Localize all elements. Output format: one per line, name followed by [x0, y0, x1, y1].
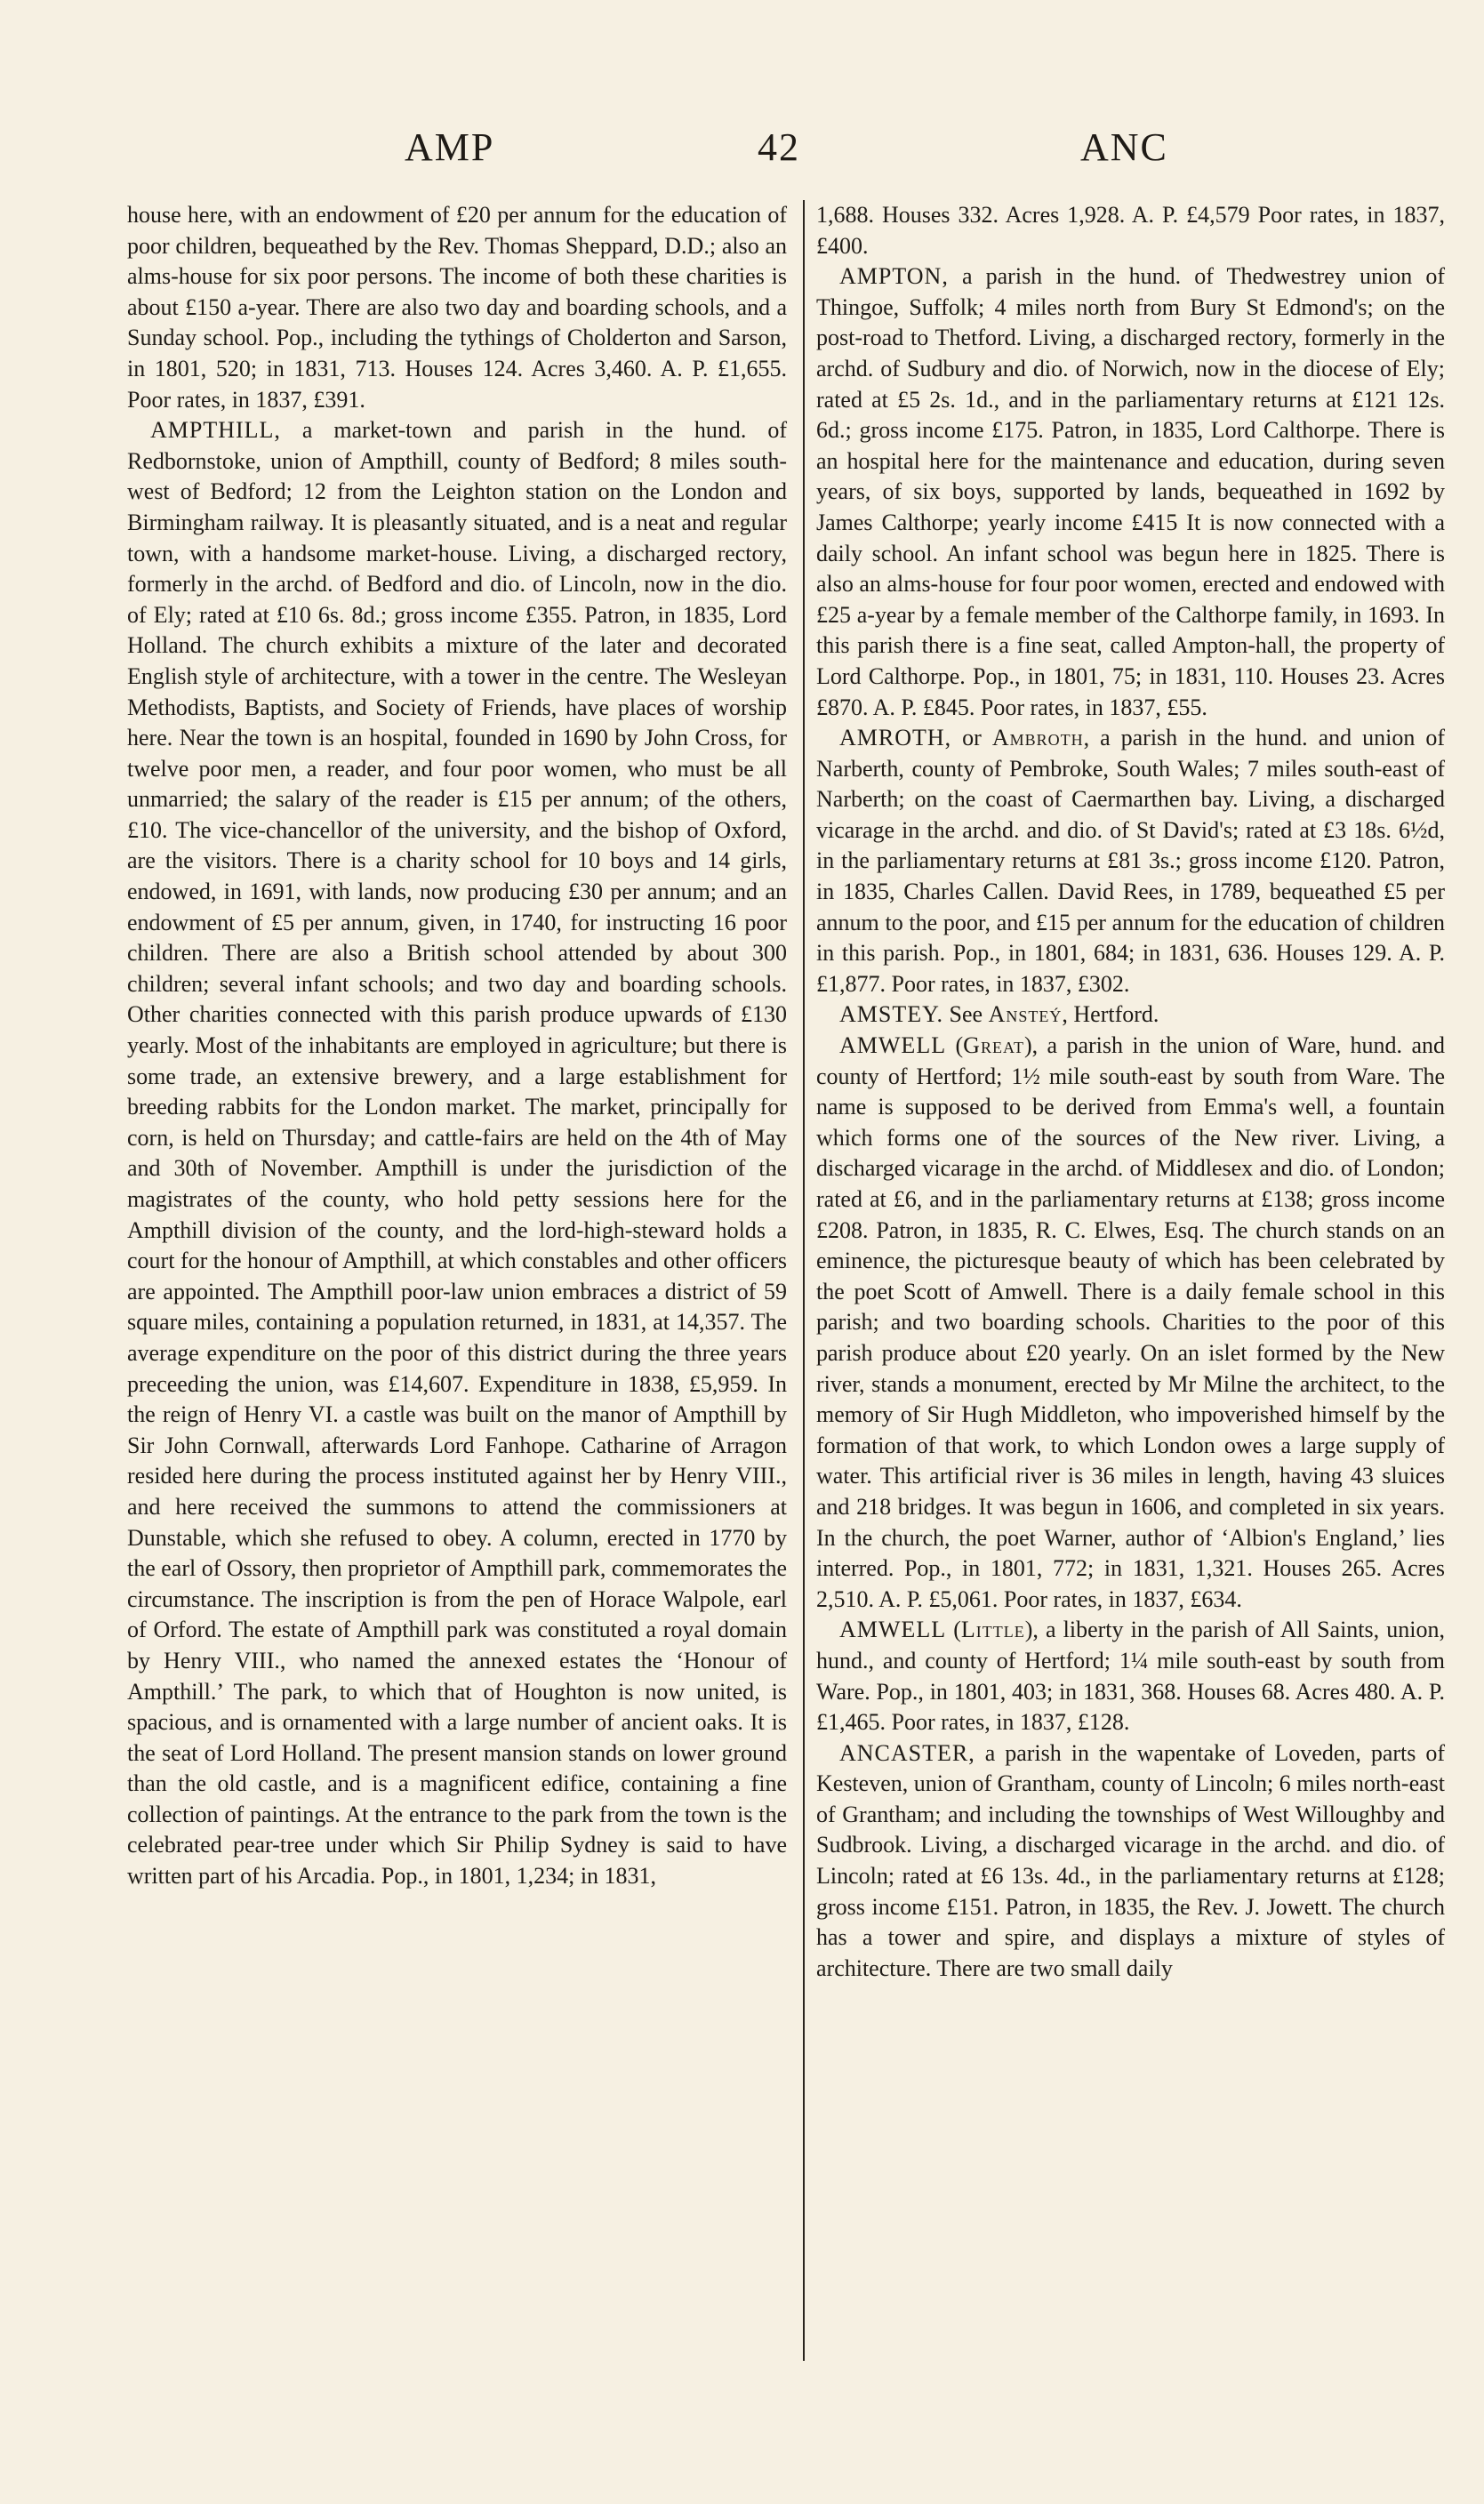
entry-amwell-little: AMWELL (Little), a liberty in the parish of All Saints, union, hund., and county of Hertford; 1¼ mile south-east by south from Ware. Pop., in 1801, 403; in 1831, 368. Houses 68. Acres 480. A. P. £1,465. Poor rates, in 1837, £128. [816, 1617, 1445, 1736]
alternate-headword: Ambroth [991, 725, 1084, 751]
headword: AMSTEY. [839, 1001, 944, 1028]
column-divider [803, 200, 805, 2361]
running-header [0, 124, 1484, 178]
entry-text: a parish in the hund. and union of Narberth, county of Pembroke, South Wales; 7 miles south-east of Narberth; on the coast of Caermarthen bay. Living, a discharged vicarage in the archd. and dio. of St David's; rated at £3 18s. 6½d, in the parliamentary returns at £81 3s.; gross income £120. Patron, in 1835, Charles Callen. David Rees, in 1789, bequeathed £5 per annum to the poor, and £15 per annum for the education of children in this parish. Pop., in 1801, 684; in 1831, 636. Houses 129. A. P. £1,877. Poor rates, in 1837, £302. [816, 725, 1445, 997]
entry-amroth: AMROTH, or Ambroth, a parish in the hund. and union of Narberth, county of Pembroke, South Wales; 7 miles south-east of Narberth; on the coast of Caermarthen bay. Living, a discharged vicarage in the archd. and dio. of St David's; rated at £3 18s. 6½d, in the parliamentary returns at £81 3s.; gross income £120. Patron, in 1835, Charles Callen. David Rees, in 1789, bequeathed £5 per annum to the poor, and £15 per annum for the education of children in this parish. Pop., in 1801, 684; in 1831, 636. Houses 129. A. P. £1,877. Poor rates, in 1837, £302. [816, 725, 1445, 997]
headword: AMPTHILL, [150, 417, 281, 444]
entry-amwell-great: AMWELL (Great), a parish in the union of Ware, hund. and county of Hertford; 1½ mile south-east by south from Ware. The name is supposed to be derived from Emma's well, a fountain which forms one of the sources of the New river. Living, a discharged vicarage in the archd. of Middlesex and dio. of London; rated at £6, and in the parliamentary returns at £138; gross income £208. Patron, in 1835, R. C. Elwes, Esq. The church stands on an eminence, the picturesque beauty of which has been celebrated by the poet Scott of Amwell. There is a daily female school in this parish; and two boarding schools. Charities to the poor of this parish produce about £20 yearly. On an islet formed by the New river, stands a monument, erected by Mr Milne the architect, to the memory of Sir Hugh Middleton, who impoverished himself by the formation of that work, to which London owes a large supply of water. This artificial river is 36 miles in length, having 43 sluices and 218 bridges. It was begun in 1606, and completed in six years. In the church, the poet Warner, author of ‘Albion's England,’ lies interred. Pop., in 1801, 772; in 1831, 1,321. Houses 265. Acres 2,510. A. P. £5,061. Poor rates, in 1837, £634. [816, 1032, 1445, 1612]
headword-qualifier: Great [963, 1032, 1024, 1059]
entry-ampthill [127, 415, 787, 1892]
headword: AMPTON, [839, 263, 949, 290]
entry-ampton [816, 261, 1445, 723]
header-first-headword: AMP [405, 125, 495, 169]
entry-text: a parish in the wapentake of Loveden, parts of Kesteven, union of Grantham, county of Lincoln; 6 miles north-east of Grantham; and including the townships of West Willoughby and Sudbrook. Living, a discharged vicarage in the archd. and dio. of Lincoln; rated at £6 13s. 4d., in the parliamentary returns at £128; gross income £151. Patron, in 1835, the Rev. J. Jowett. The church has a tower and spire, and displays a mixture of styles of architecture. There are two small daily [816, 1739, 1445, 1981]
headword-qualifier: Little [960, 1617, 1025, 1643]
entry-text: , a liberty in the parish of All Saints, union, hund., and county of Hertford; 1¼ mile south-east by south from Ware. Pop., in 1801, 403; in 1831, 368. Houses 68. Acres 480. A. P. £1,465. Poor rates, in 1837, £128. [816, 1617, 1445, 1736]
cross-reference: Ansteý [988, 1001, 1063, 1028]
entry-text: a parish in the hund. of Thedwestrey union of Thingoe, Suffolk; 4 miles north from Bury St Edmond's; on the post-road to Thetford. Living, a discharged rectory, formerly in the archd. of Sudbury and dio. of Norwich, now in the diocese of Ely; rated at £5 2s. 1d., and in the parliamentary returns at £121 12s. 6d.; gross income £175. Patron, in 1835, Lord Calthorpe. There is an hospital here for the maintenance and education, during seven years, of six boys, supported by lands, bequeathed in 1692 by James Calthorpe; yearly income £415 It is now connected with a daily school. An infant school was begun here in 1825. There is also an alms-house for four poor women, erected and endowed with £25 a-year by a female member of the Calthorpe family, in 1693. In this parish there is a fine seat, called Ampton-hall, the property of Lord Calthorpe. Pop., in 1801, 75; in 1831, 110. Houses 23. Acres £870. A. P. £845. Poor rates, in 1837, £55. [816, 263, 1445, 720]
headword: AMWELL [839, 1617, 947, 1643]
right-column [816, 200, 1445, 1984]
entry-amstey: AMSTEY. See Ansteý, Hertford. [839, 1001, 1159, 1028]
entry-ancaster [816, 1738, 1445, 1985]
entry-continuation: 1,688. Houses 332. Acres 1,928. A. P. £4,579 Poor rates, in 1837, £400. [816, 202, 1445, 259]
left-column [127, 200, 787, 1892]
entry-text: , Hertford. [1062, 1001, 1159, 1028]
header-last-headword: ANC [1080, 125, 1168, 169]
page-number: 42 [758, 125, 800, 169]
entry-text: a market-town and parish in the hund. of Redbornstoke, union of Ampthill, county of Bedford; 8 miles south-west of Bedford; 12 from the Leighton station on the London and Birmingham railway. It is pleasantly situated, and is a neat and regular town, with a handsome market-house. Living, a discharged rectory, formerly in the archd. of Bedford and dio. of Lincoln, now in the dio. of Ely; rated at £10 6s. 8d.; gross income £355. Patron, in 1835, Lord Holland. The church exhibits a mixture of the later and decorated English style of architecture, with a tower in the centre. The Wesleyan Methodists, Baptists, and Society of Friends, have places of worship here. Near the town is an hospital, founded in 1690 by John Cross, for twelve poor men, a reader, and four poor women, who must be all unmarried; the salary of the reader is £15 per annum; of the others, £10. The vice-chancellor of the university, and the bishop of Oxford, are the visitors. There is a charity school for 10 boys and 14 girls, endowed, in 1691, with lands, now producing £30 per annum; and an endowment of £5 per annum, given, in 1740, for instructing 16 poor children. There are also a British school attended by about 300 children; several infant schools; and two day and boarding schools. Other charities connected with this parish produce upwards of £130 yearly. Most of the inhabitants are employed in agriculture; but there is some trade, an extensive brewery, and a large establishment for breeding rabbits for the London market. The market, principally for corn, is held on Thursday; and cattle-fairs are held on the 4th of May and 30th of November. Ampthill is under the jurisdiction of the magistrates of the county, who hold petty sessions here for the Ampthill division of the county, and the lord-high-steward holds a court for the honour of Ampthill, at which constables and other officers are appointed. The Ampthill poor-law union embraces a district of 59 square miles, containing a population returned, in 1831, at 14,357. The average expenditure on the poor of this district during the three years preceeding the union, was £14,607. Expenditure in 1838, £5,959. In the reign of Henry VI. a castle was built on the manor of Ampthill by Sir John Cornwall, afterwards Lord Fanhope. Catharine of Arragon resided here during the process instituted against her by Henry VIII., and here received the summons to attend the commissioners at Dunstable, which she refused to obey. A column, erected in 1770 by the earl of Ossory, then proprietor of Ampthill park, commemorates the circumstance. The inscription is from the pen of Horace Walpole, earl of Orford. The estate of Ampthill park was constituted a royal domain by Henry VIII., who named the annexed estates the ‘Honour of Ampthill.’ The park, to which that of Houghton is now united, is spacious, and is ornamented with a large number of ancient oaks. It is the seat of Lord Holland. The present mansion stands on lower ground than the old castle, and is a magnificent edifice, containing a fine collection of paintings. At the entrance to the park from the town is the celebrated pear-tree under which Sir Philip Sydney is said to have written part of his Arcadia. Pop., in 1801, 1,234; in 1831, [127, 417, 788, 1890]
entry-text: , a parish in the union of Ware, hund. and county of Hertford; 1½ mile south-east by south from Ware. The name is supposed to be derived from Emma's well, a fountain which forms one of the sources of the New river. Living, a discharged vicarage in the archd. of Middlesex and dio. of London; rated at £6, and in the parliamentary returns at £138; gross income £208. Patron, in 1835, R. C. Elwes, Esq. The church stands on an eminence, the picturesque beauty of which has been celebrated by the poet Scott of Amwell. There is a daily female school in this parish; and two boarding schools. Charities to the poor of this parish produce about £20 yearly. On an islet formed by the New river, stands a monument, erected by Mr Milne the architect, to the memory of Sir Hugh Middleton, who impoverished himself by the formation of that work, to which London owes a large supply of water. This artificial river is 36 miles in length, having 43 sluices and 218 bridges. It was begun in 1606, and completed in six years. In the church, the poet Warner, author of ‘Albion's England,’ lies interred. Pop., in 1801, 772; in 1831, 1,321. Houses 265. Acres 2,510. A. P. £5,061. Poor rates, in 1837, £634. [816, 1032, 1445, 1612]
headword: ANCASTER, [839, 1739, 975, 1766]
headword: AMROTH, [839, 725, 952, 751]
entry-continuation: house here, with an endowment of £20 per annum for the education of poor children, bequeathed by the Rev. Thomas Sheppard, D.D.; also an alms-house for six poor persons. The income of both these charities is about £150 a-year. There are also two day and boarding schools, and a Sunday school. Pop., including the tythings of Cholderton and Sarson, in 1801, 520; in 1831, 713. Houses 124. Acres 3,460. A. P. £1,655. Poor rates, in 1837, £391. [127, 202, 787, 413]
headword: AMWELL [839, 1032, 947, 1059]
